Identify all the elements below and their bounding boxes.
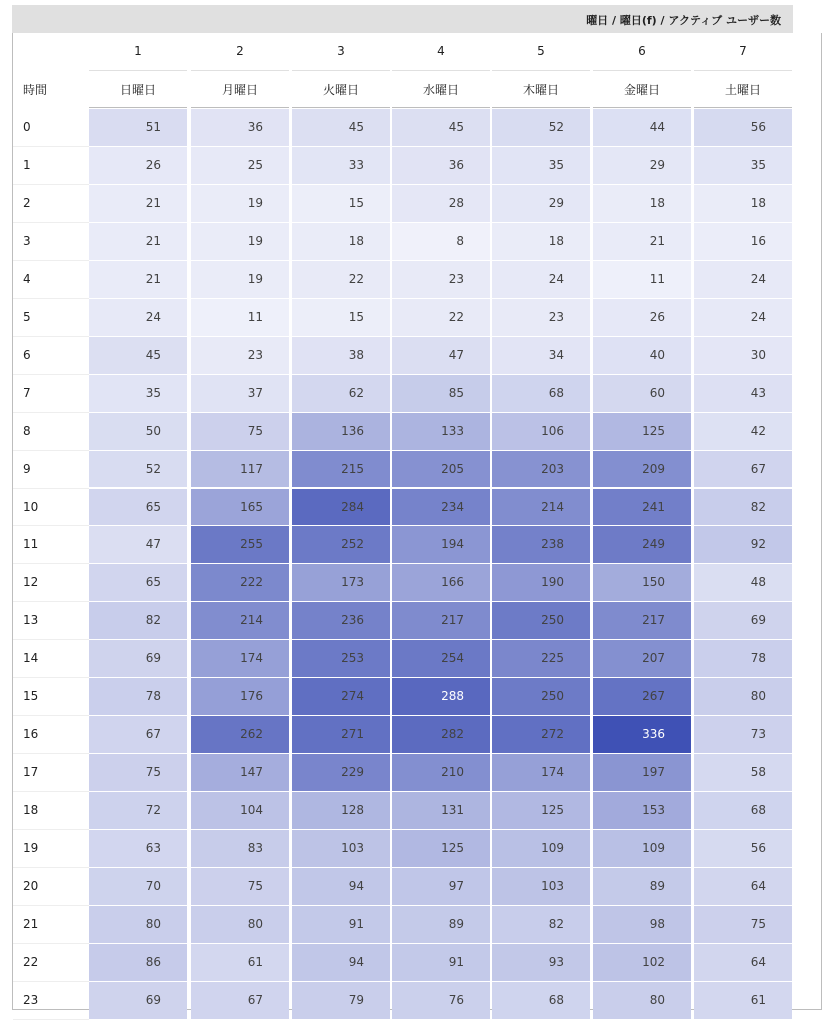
hour-label: 15 (23, 689, 39, 704)
column-number: 4 (437, 44, 445, 58)
heatmap-cell: 89 (392, 906, 490, 943)
heatmap-cell: 23 (392, 261, 490, 298)
hour-label: 14 (23, 651, 39, 666)
hour-label: 4 (23, 271, 31, 286)
heatmap-cell: 22 (392, 299, 490, 336)
hour-label: 0 (23, 120, 31, 134)
heatmap-cell: 217 (392, 602, 490, 639)
heatmap-cell: 80 (694, 678, 792, 715)
heatmap-cell: 15 (292, 185, 390, 222)
heatmap-cell: 75 (191, 868, 289, 905)
heatmap-cell: 45 (89, 337, 187, 374)
column-number: 7 (739, 44, 747, 58)
heatmap-cell: 24 (89, 299, 187, 336)
column-header-divider (492, 107, 590, 108)
hour-label: 10 (23, 499, 39, 514)
heatmap-cell: 24 (694, 261, 792, 298)
heatmap-cell: 15 (292, 299, 390, 336)
heatmap-cell: 65 (89, 489, 187, 526)
heatmap-cell: 252 (292, 526, 390, 563)
heatmap-cell: 45 (292, 109, 390, 146)
heatmap-cell: 16 (694, 223, 792, 260)
heatmap-cell: 52 (89, 451, 187, 488)
heatmap-cell: 117 (191, 451, 289, 488)
heatmap-cell: 51 (89, 109, 187, 146)
heatmap-cell: 229 (292, 754, 390, 791)
header-bar (12, 5, 793, 33)
heatmap-cell: 69 (89, 640, 187, 677)
column-header-divider (89, 107, 187, 108)
heatmap-cell: 98 (593, 906, 691, 943)
heatmap-cell: 217 (593, 602, 691, 639)
heatmap-cell: 203 (492, 451, 590, 488)
heatmap-cell: 29 (593, 147, 691, 184)
hour-label: 11 (23, 537, 39, 552)
heatmap-cell: 80 (593, 982, 691, 1019)
heatmap-cell: 207 (593, 640, 691, 677)
heatmap-cell: 28 (392, 185, 490, 222)
heatmap-cell: 150 (593, 564, 691, 601)
heatmap-cell: 56 (694, 109, 792, 146)
heatmap-cell: 249 (593, 526, 691, 563)
column-number-divider (694, 70, 792, 71)
hour-label: 17 (23, 765, 39, 780)
heatmap-cell: 174 (492, 754, 590, 791)
heatmap-cell: 234 (392, 489, 490, 526)
heatmap-cell: 30 (694, 337, 792, 374)
heatmap-cell: 173 (292, 564, 390, 601)
hour-label: 22 (23, 954, 39, 969)
heatmap-cell: 36 (191, 109, 289, 146)
hour-label: 5 (23, 309, 31, 324)
heatmap-cell: 282 (392, 716, 490, 753)
heatmap-cell: 73 (694, 716, 792, 753)
heatmap-cell: 250 (492, 602, 590, 639)
heatmap-cell: 93 (492, 944, 590, 981)
heatmap-cell: 62 (292, 375, 390, 412)
column-number-divider (191, 70, 289, 71)
heatmap-cell: 194 (392, 526, 490, 563)
column-number: 6 (638, 44, 646, 58)
heatmap-cell: 68 (492, 375, 590, 412)
hour-label: 21 (23, 916, 39, 931)
column-header: 火曜日 (322, 83, 359, 97)
heatmap-cell: 24 (694, 299, 792, 336)
column-header: 木曜日 (522, 83, 559, 97)
hour-label: 23 (23, 992, 39, 1007)
heatmap-cell: 72 (89, 792, 187, 829)
heatmap-cell: 106 (492, 413, 590, 450)
heatmap-cell: 63 (89, 830, 187, 867)
heatmap-cell: 97 (392, 868, 490, 905)
heatmap-cell: 60 (593, 375, 691, 412)
heatmap-cell: 61 (694, 982, 792, 1019)
heatmap-cell: 70 (89, 868, 187, 905)
column-header: 水曜日 (422, 83, 459, 97)
heatmap-cell: 23 (492, 299, 590, 336)
heatmap-cell: 238 (492, 526, 590, 563)
heatmap-cell: 69 (89, 982, 187, 1019)
heatmap-cell: 44 (593, 109, 691, 146)
column-header-divider (694, 107, 792, 108)
heatmap-cell: 176 (191, 678, 289, 715)
heatmap-cell: 288 (392, 678, 490, 715)
heatmap-cell: 128 (292, 792, 390, 829)
heatmap-cell: 47 (89, 526, 187, 563)
heatmap-cell: 67 (89, 716, 187, 753)
heatmap-cell: 165 (191, 489, 289, 526)
hour-label: 3 (23, 233, 31, 248)
hour-label: 13 (23, 613, 39, 628)
heatmap-cell: 125 (392, 830, 490, 867)
heatmap-cell: 89 (593, 868, 691, 905)
heatmap-cell: 25 (191, 147, 289, 184)
heatmap-cell: 78 (89, 678, 187, 715)
hour-label: 9 (23, 461, 31, 476)
heatmap-cell: 21 (593, 223, 691, 260)
heatmap-cell: 11 (191, 299, 289, 336)
hour-label: 12 (23, 575, 39, 590)
heatmap-cell: 82 (492, 906, 590, 943)
heatmap-cell: 272 (492, 716, 590, 753)
heatmap-cell: 45 (392, 109, 490, 146)
hour-label: 20 (23, 879, 39, 893)
heatmap-cell: 267 (593, 678, 691, 715)
hour-label: 6 (23, 347, 31, 362)
heatmap-cell: 50 (89, 413, 187, 450)
heatmap-cell: 65 (89, 564, 187, 601)
column-header-divider (392, 107, 490, 108)
heatmap-cell: 83 (191, 830, 289, 867)
heatmap-cell: 48 (694, 564, 792, 601)
heatmap-cell: 214 (492, 489, 590, 526)
heatmap-cell: 92 (694, 526, 792, 563)
heatmap-cell: 8 (392, 223, 490, 260)
heatmap-cell: 18 (593, 185, 691, 222)
heatmap-cell: 174 (191, 640, 289, 677)
column-header: 月曜日 (221, 83, 258, 97)
heatmap-cell: 82 (89, 602, 187, 639)
heatmap-cell: 241 (593, 489, 691, 526)
heatmap-cell: 42 (694, 413, 792, 450)
heatmap-cell: 215 (292, 451, 390, 488)
column-number-divider (292, 70, 390, 71)
heatmap-cell: 102 (593, 944, 691, 981)
heatmap-cell: 236 (292, 602, 390, 639)
heatmap-cell: 253 (292, 640, 390, 677)
heatmap-cell: 29 (492, 185, 590, 222)
heatmap-cell: 78 (694, 640, 792, 677)
heatmap-cell: 35 (89, 375, 187, 412)
hour-label: 19 (23, 841, 39, 856)
column-number-divider (392, 70, 490, 71)
heatmap-cell: 262 (191, 716, 289, 753)
heatmap-cell: 40 (593, 337, 691, 374)
heatmap-cell: 26 (593, 299, 691, 336)
hour-label: 16 (23, 727, 39, 742)
hour-label: 2 (23, 195, 31, 210)
column-header-divider (593, 107, 691, 108)
heatmap-cell: 86 (89, 944, 187, 981)
heatmap-cell: 37 (191, 375, 289, 412)
heatmap-cell: 36 (392, 147, 490, 184)
heatmap-cell: 205 (392, 451, 490, 488)
heatmap-cell: 109 (492, 830, 590, 867)
heatmap-cell: 19 (191, 185, 289, 222)
heatmap-cell: 22 (292, 261, 390, 298)
heatmap-cell: 271 (292, 716, 390, 753)
heatmap-cell: 58 (694, 754, 792, 791)
heatmap-cell: 18 (292, 223, 390, 260)
hour-label: 18 (23, 803, 39, 818)
row-header-label: 時間 (23, 83, 48, 97)
heatmap-cell: 166 (392, 564, 490, 601)
heatmap-cell: 80 (89, 906, 187, 943)
heatmap-cell: 250 (492, 678, 590, 715)
heatmap-cell: 85 (392, 375, 490, 412)
heatmap-cell: 43 (694, 375, 792, 412)
heatmap-cell: 91 (292, 906, 390, 943)
heatmap-cell: 19 (191, 223, 289, 260)
heatmap-cell: 82 (694, 489, 792, 526)
heatmap-cell: 153 (593, 792, 691, 829)
heatmap-cell: 222 (191, 564, 289, 601)
heatmap-cell: 255 (191, 526, 289, 563)
heatmap-cell: 64 (694, 944, 792, 981)
chart-title: 曜日 / 曜日(f) / アクティブ ユーザー数 (586, 14, 781, 27)
heatmap-cell: 47 (392, 337, 490, 374)
heatmap-cell: 64 (694, 868, 792, 905)
heatmap-cell: 103 (292, 830, 390, 867)
heatmap-cell: 21 (89, 185, 187, 222)
heatmap-cell: 104 (191, 792, 289, 829)
heatmap-cell: 61 (191, 944, 289, 981)
heatmap-cell: 79 (292, 982, 390, 1019)
heatmap-cell: 75 (191, 413, 289, 450)
heatmap-cell: 254 (392, 640, 490, 677)
column-number: 2 (236, 44, 244, 58)
heatmap-cell: 133 (392, 413, 490, 450)
heatmap-cell: 190 (492, 564, 590, 601)
heatmap-cell: 33 (292, 147, 390, 184)
column-header: 土曜日 (724, 83, 761, 97)
heatmap-cell: 38 (292, 337, 390, 374)
column-number: 3 (337, 44, 345, 58)
heatmap-cell: 136 (292, 413, 390, 450)
heatmap-cell: 23 (191, 337, 289, 374)
hour-label: 7 (23, 385, 31, 400)
heatmap-cell: 75 (89, 754, 187, 791)
heatmap-cell: 91 (392, 944, 490, 981)
heatmap-cell: 24 (492, 261, 590, 298)
heatmap-cell: 56 (694, 830, 792, 867)
hour-label: 1 (23, 157, 31, 172)
heatmap-cell: 284 (292, 489, 390, 526)
heatmap-cell: 21 (89, 261, 187, 298)
heatmap-cell: 214 (191, 602, 289, 639)
heatmap-cell: 19 (191, 261, 289, 298)
column-number: 5 (537, 44, 545, 58)
heatmap-cell: 67 (694, 451, 792, 488)
heatmap-cell: 125 (593, 413, 691, 450)
column-header: 日曜日 (119, 83, 156, 97)
heatmap-cell: 80 (191, 906, 289, 943)
heatmap-cell: 76 (392, 982, 490, 1019)
heatmap-cell: 69 (694, 602, 792, 639)
column-header-divider (191, 107, 289, 108)
heatmap-cell: 210 (392, 754, 490, 791)
heatmap-cell: 197 (593, 754, 691, 791)
column-header-divider (292, 107, 390, 108)
column-number-divider (593, 70, 691, 71)
heatmap-cell: 35 (694, 147, 792, 184)
heatmap-cell: 109 (593, 830, 691, 867)
column-number: 1 (134, 44, 142, 58)
heatmap-cell: 94 (292, 944, 390, 981)
heatmap-cell: 147 (191, 754, 289, 791)
heatmap-cell: 75 (694, 906, 792, 943)
heatmap-cell: 18 (694, 185, 792, 222)
heatmap-cell: 68 (694, 792, 792, 829)
column-number-divider (89, 70, 187, 71)
heatmap-cell: 125 (492, 792, 590, 829)
heatmap-cell: 94 (292, 868, 390, 905)
heatmap-cell: 34 (492, 337, 590, 374)
column-number-divider (492, 70, 590, 71)
column-header: 金曜日 (623, 83, 660, 97)
heatmap-cell: 67 (191, 982, 289, 1019)
heatmap-cell: 35 (492, 147, 590, 184)
heatmap-cell: 209 (593, 451, 691, 488)
heatmap-cell: 68 (492, 982, 590, 1019)
heatmap-cell: 52 (492, 109, 590, 146)
heatmap-cell: 225 (492, 640, 590, 677)
heatmap-cell: 103 (492, 868, 590, 905)
heatmap-cell: 336 (593, 716, 691, 753)
heatmap-cell: 18 (492, 223, 590, 260)
heatmap-cell: 26 (89, 147, 187, 184)
heatmap-cell: 131 (392, 792, 490, 829)
heatmap-cell: 274 (292, 678, 390, 715)
heatmap-cell: 21 (89, 223, 187, 260)
hour-label: 8 (23, 423, 31, 438)
heatmap-cell: 11 (593, 261, 691, 298)
